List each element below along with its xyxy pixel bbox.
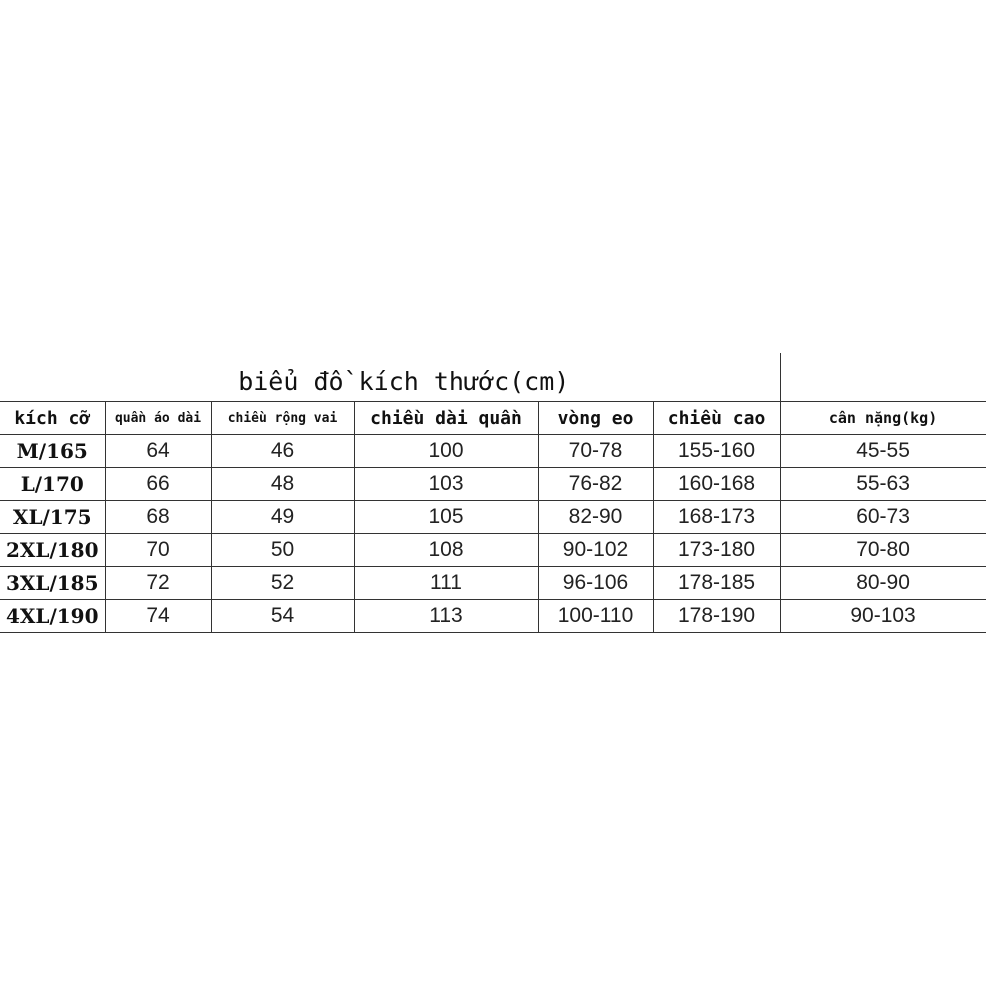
cell-length: 72	[105, 567, 211, 600]
table-row	[0, 435, 986, 468]
cell-length: 64	[105, 435, 211, 468]
cell-height: 155-160	[653, 435, 780, 468]
cell-height: 173-180	[653, 534, 780, 567]
cell-weight: 80-90	[780, 567, 986, 600]
cell-size: 2XL/180	[0, 534, 105, 567]
cell-weight: 45-55	[780, 435, 986, 468]
cell-shoulder: 49	[211, 501, 354, 534]
cell-waist: 70-78	[538, 435, 653, 468]
table-row	[0, 567, 986, 600]
header-shoulder: chiều rộng vai	[211, 402, 354, 435]
table-row	[0, 600, 986, 633]
cell-length: 68	[105, 501, 211, 534]
header-waist: vòng eo	[538, 402, 653, 435]
cell-weight: 55-63	[780, 468, 986, 501]
header-size: kích cỡ	[0, 402, 105, 435]
cell-size: L/170	[0, 468, 105, 501]
cell-waist: 96-106	[538, 567, 653, 600]
cell-shoulder: 54	[211, 600, 354, 633]
cell-length: 66	[105, 468, 211, 501]
cell-size: M/165	[0, 435, 105, 468]
table-row	[0, 468, 986, 501]
cell-waist: 82-90	[538, 501, 653, 534]
table-row	[0, 534, 986, 567]
cell-shoulder: 48	[211, 468, 354, 501]
cell-height: 178-190	[653, 600, 780, 633]
cell-pants-length: 111	[354, 567, 538, 600]
cell-pants-length: 100	[354, 435, 538, 468]
cell-weight: 90-103	[780, 600, 986, 633]
cell-waist: 76-82	[538, 468, 653, 501]
header-height: chiều cao	[653, 402, 780, 435]
cell-shoulder: 46	[211, 435, 354, 468]
table-row	[0, 501, 986, 534]
title-side-cell	[780, 353, 986, 402]
cell-waist: 100-110	[538, 600, 653, 633]
header-weight: cân nặng(kg)	[780, 402, 986, 435]
cell-pants-length: 103	[354, 468, 538, 501]
cell-shoulder: 50	[211, 534, 354, 567]
cell-weight: 70-80	[780, 534, 986, 567]
chart-title: biểu đồ kích thước(cm)	[238, 366, 570, 396]
cell-length: 70	[105, 534, 211, 567]
cell-pants-length: 113	[354, 600, 538, 633]
header-row	[0, 402, 986, 435]
cell-pants-length: 105	[354, 501, 538, 534]
size-chart	[0, 353, 986, 633]
cell-shoulder: 52	[211, 567, 354, 600]
cell-waist: 90-102	[538, 534, 653, 567]
cell-length: 74	[105, 600, 211, 633]
header-pants-length: chiều dài quần	[354, 402, 538, 435]
cell-pants-length: 108	[354, 534, 538, 567]
cell-height: 178-185	[653, 567, 780, 600]
cell-height: 168-173	[653, 501, 780, 534]
cell-size: 4XL/190	[0, 600, 105, 633]
cell-size: 3XL/185	[0, 567, 105, 600]
title-row	[0, 353, 986, 402]
cell-height: 160-168	[653, 468, 780, 501]
size-table	[0, 353, 986, 633]
title-cell	[0, 353, 780, 402]
header-length: quần áo dài	[105, 402, 211, 435]
cell-weight: 60-73	[780, 501, 986, 534]
cell-size: XL/175	[0, 501, 105, 534]
